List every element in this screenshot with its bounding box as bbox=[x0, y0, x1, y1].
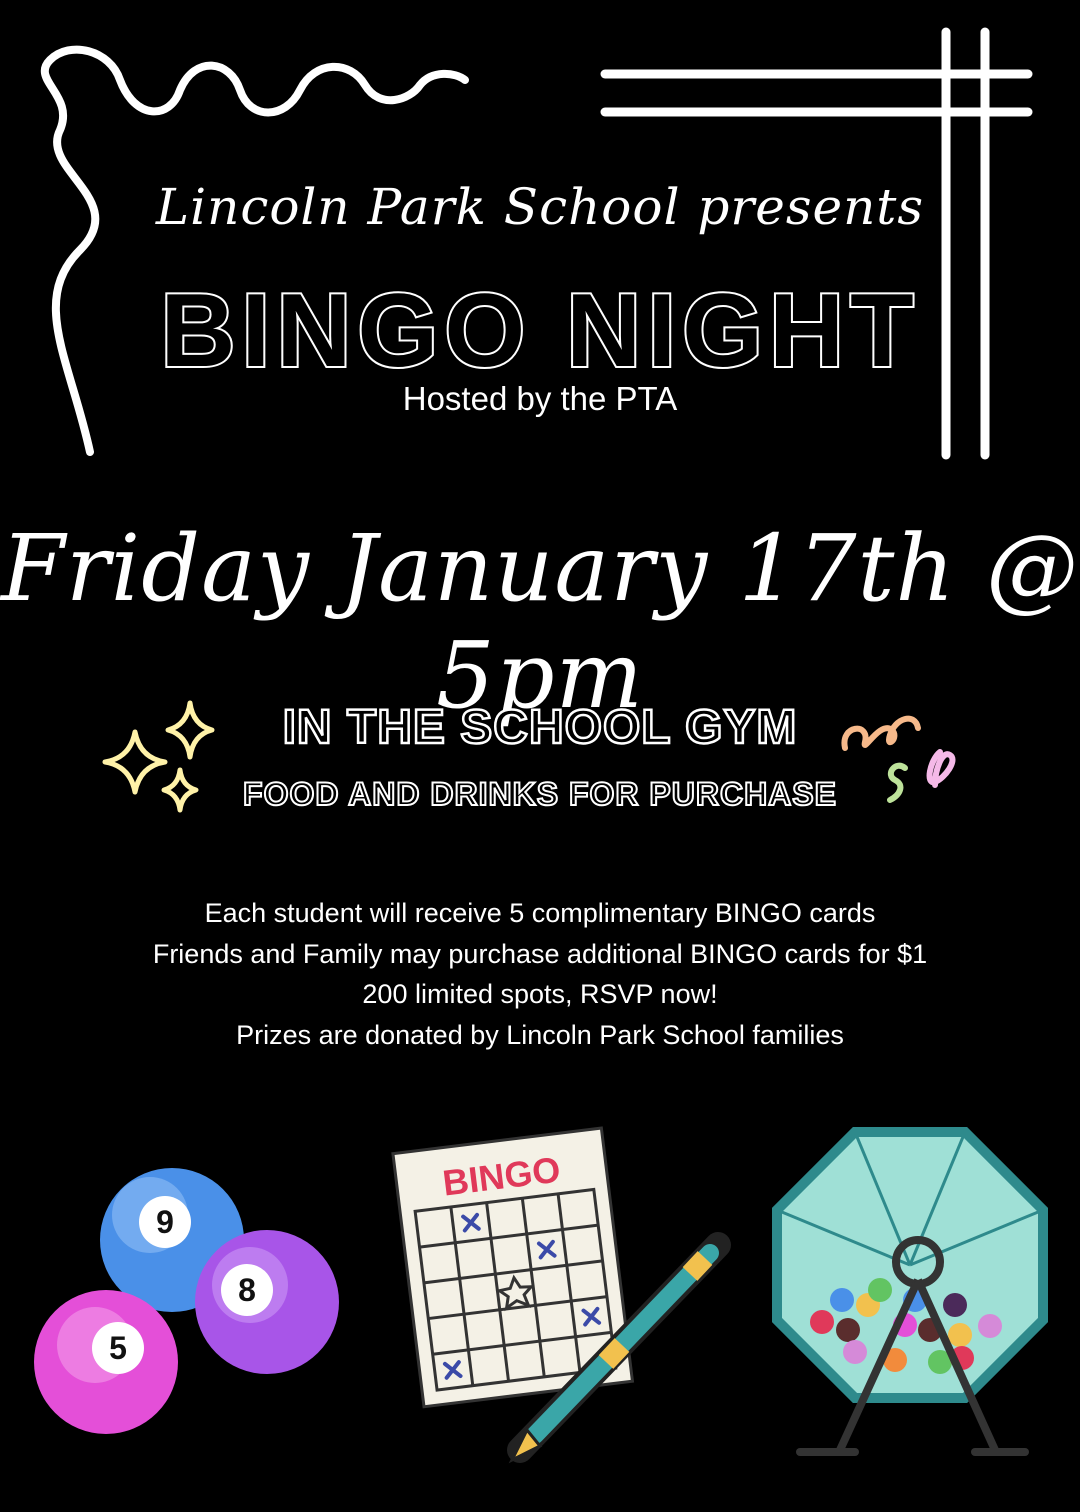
event-date-time: Friday January 17th @ 5pm bbox=[0, 515, 1079, 729]
bingo-cage-icon bbox=[777, 1132, 1043, 1452]
ball-number: 5 bbox=[109, 1330, 127, 1366]
detail-line: 200 limited spots, RSVP now! bbox=[362, 979, 718, 1009]
hosted-by-line: Hosted by the PTA bbox=[402, 380, 678, 417]
bingo-balls-icon bbox=[34, 1168, 339, 1434]
event-title: BINGO NIGHT bbox=[160, 273, 920, 389]
ball-number: 9 bbox=[156, 1204, 174, 1240]
event-location: IN THE SCHOOL GYM bbox=[282, 701, 798, 754]
detail-line: Prizes are donated by Lincoln Park School families bbox=[236, 1019, 844, 1050]
detail-line: Friends and Family may purchase additional BINGO cards for $1 bbox=[152, 938, 928, 969]
card-title: BINGO bbox=[440, 1148, 563, 1204]
food-note: FOOD AND DRINKS FOR PURCHASE bbox=[243, 776, 837, 812]
presents-line: Lincoln Park School presents bbox=[155, 178, 925, 236]
detail-line: Each student will receive 5 complimentary BINGO cards bbox=[204, 898, 876, 928]
ball-number: 8 bbox=[238, 1272, 256, 1308]
